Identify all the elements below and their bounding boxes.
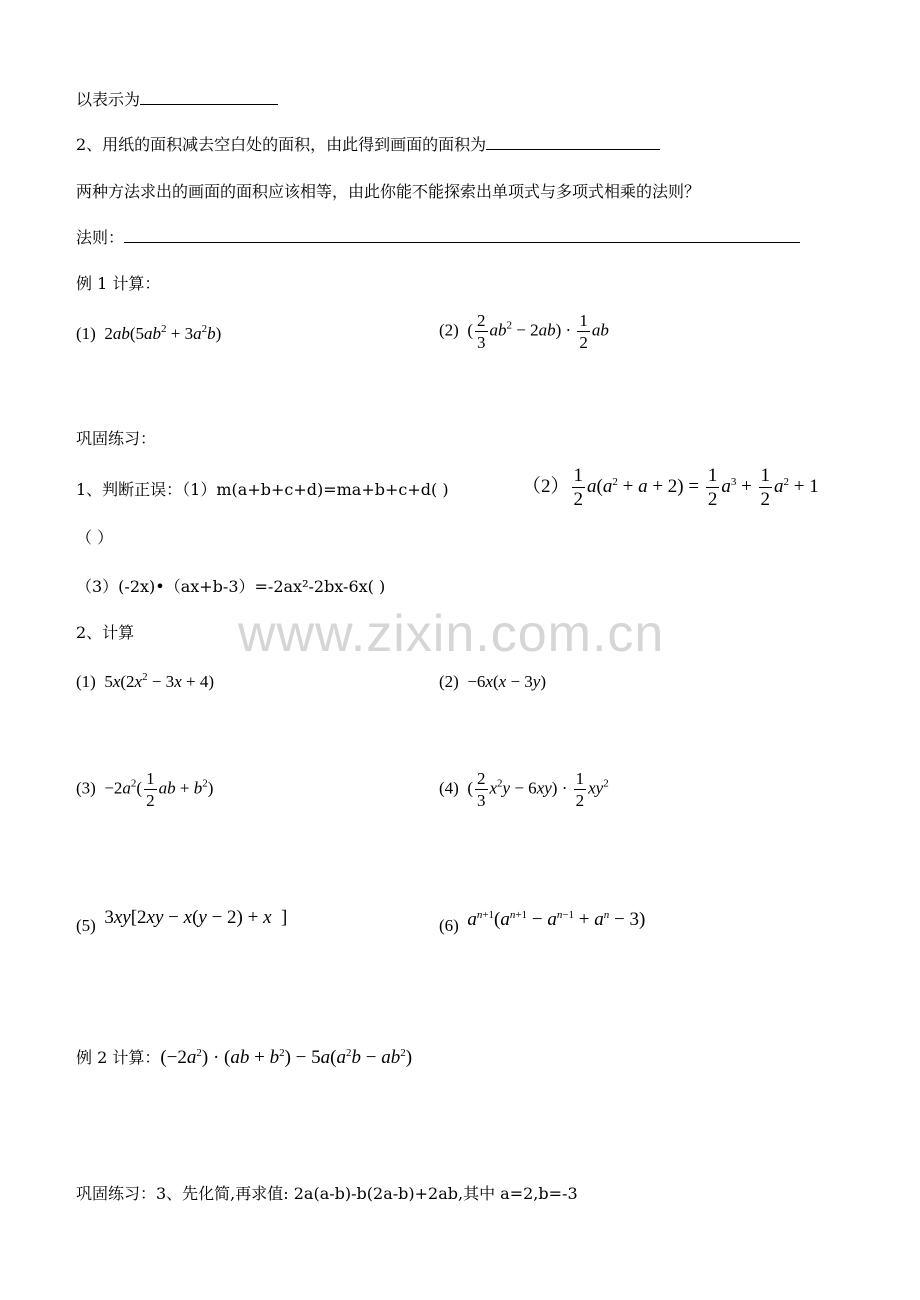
answer-blank [140, 88, 278, 105]
problem-label: (1) [76, 324, 96, 343]
problem-label: (1) [76, 672, 96, 691]
problem-label: (3) [76, 778, 96, 798]
calc-title: 2、计算 [76, 623, 135, 642]
question-line: 两种方法求出的画面的面积应该相等，由此你能不能探索出单项式与多项式相乘的法则？ [76, 182, 701, 201]
calc-problem-5: (5) 3xy[2xy − x(y − 2) + x ] [76, 907, 288, 935]
calc-problem-1: (1) $5x(2x^2 - 3x + 4)$ [76, 671, 214, 691]
rule-label: 法则： [76, 228, 125, 247]
example-2-title: 例 2 计算： [76, 1048, 161, 1067]
calc-problem-6: (6) $a^{n+1}(a^{n+1} - a^{n-1} + a^n - 3)$ [439, 909, 646, 935]
intro-line [76, 88, 278, 112]
watermark: www.zixin.com.cn [238, 605, 665, 663]
judge-item-2: （2） $\frac{1}{2}$ $a(a^2 + a + 2)$ = $\frac{1}{2}$ $a^3$ + $\frac{1}{2}$ $a^2 + 1$ [522, 465, 819, 510]
fraction: $\frac{1}{2}$ [760, 465, 771, 510]
method-2-text: 2、用纸的面积减去空白处的面积，由此得到画面的面积为 [76, 135, 487, 154]
fraction: $\frac{2}{3}$ [477, 311, 486, 352]
fraction: $\frac{1}{2}$ [146, 769, 155, 810]
judge-item-1: 1、判断正误：（1）m(a+b+c+d)=ma+b+c+d( ) [76, 480, 449, 499]
calc-problem-4: (4) ( $\frac{2}{3}$ $x^2y - 6xy$) · $\frac{1}{2}$ $xy^2$ [439, 769, 609, 810]
intro-line-text: 以表示为 [76, 90, 141, 109]
fraction: $\frac{1}{2}$ [573, 465, 584, 510]
fraction: $\frac{1}{2}$ [707, 465, 718, 510]
method-2-line [76, 133, 660, 157]
problem-label: (2) [439, 320, 459, 340]
fraction: $\frac{1}{2}$ [579, 311, 588, 352]
practice-title: 巩固练习： [76, 429, 157, 448]
problem-label: (4) [439, 778, 459, 798]
rule-blank [124, 226, 800, 243]
judge-item-2-paren: （ ） [76, 528, 114, 547]
judge-item-2-label: （2） [522, 475, 570, 497]
fraction: $\frac{1}{2}$ [575, 769, 585, 810]
example-2-line [76, 1046, 412, 1070]
rule-line [76, 226, 800, 250]
answer-blank [486, 133, 660, 150]
problem-label: (2) [439, 672, 459, 691]
problem-label: (6) [439, 916, 459, 935]
example-1-title: 例 1 计算： [76, 274, 161, 293]
calc-problem-3: $(3) -2a^2$( $\frac{1}{2}$ ab + $b^2$) [76, 769, 214, 810]
problem-label: (5) [76, 916, 96, 935]
calc-problem-2: (2) −6x(x − 3y) [439, 672, 546, 691]
example-2-expression: $(-2a^2) \cdot (ab + b^2) - 5a(a^2b - ab^2)$ [160, 1047, 413, 1068]
fraction: $\frac{2}{3}$ [477, 769, 486, 810]
example-1-problem-2: (2) ( $\frac{2}{3}$ $ab^2 - 2ab$) · $\frac{1}{2}$ ab [439, 311, 609, 352]
practice-3-line: 巩固练习：3、先化简,再求值: 2a(a-b)-b(2a-b)+2ab,其中 a=2,b=-3 [76, 1184, 578, 1203]
judge-item-3: （3）(-2x)•（ax+b-3）=-2ax²-2bx-6x( ) [76, 577, 386, 596]
example-1-problem-1: (1) $2ab(5ab^2 + 3a^2b)$ [76, 323, 222, 343]
